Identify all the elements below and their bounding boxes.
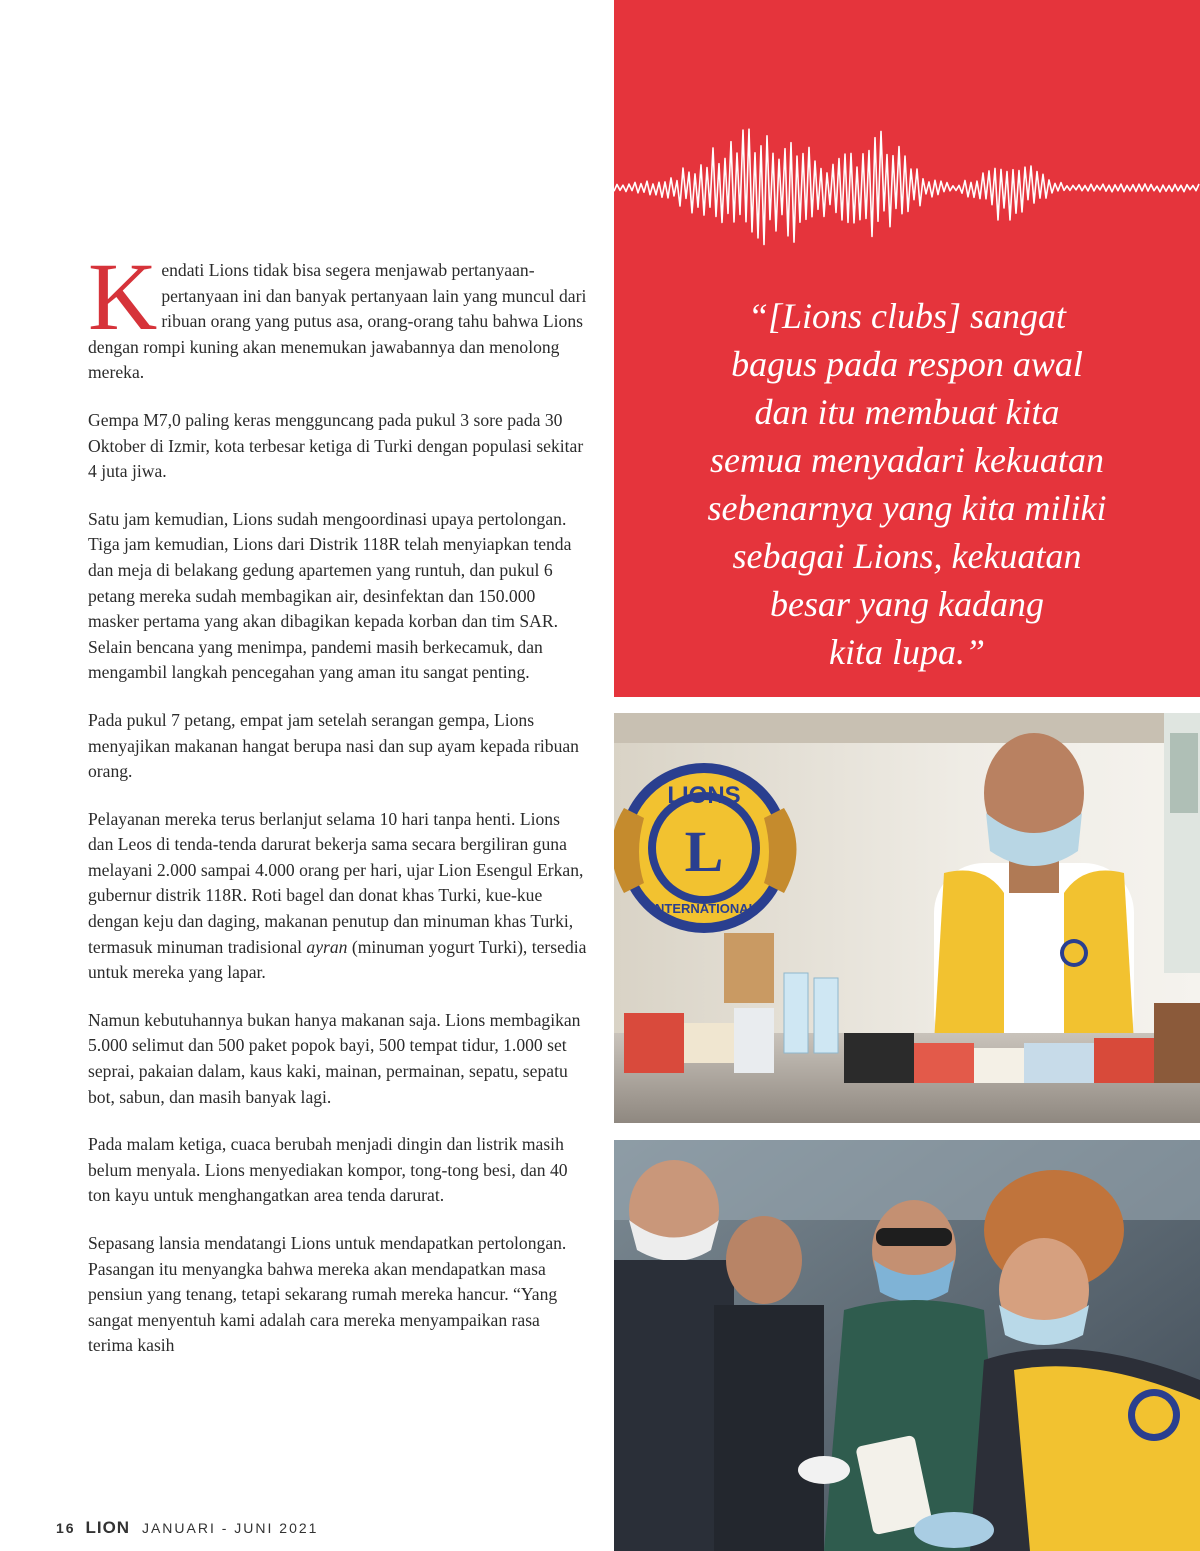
glove xyxy=(914,1512,994,1548)
emblem-letter: L xyxy=(684,819,724,884)
quote-line: semua menyadari kekuatan xyxy=(710,440,1104,480)
article-paragraph: Namun kebutuhannya bukan hanya makanan saja. Lions membagikan 5.000 selimut dan 500 paket popok bayi, 500 tempat tidur, 1.000 set seprai, pakaian dalam, kaus kaki, mainan, permainan, sepatu, sepatu bot, sabun, dan masih banyak lagi. xyxy=(88,1009,581,1107)
emblem-bottom-text: INTERNATIONAL xyxy=(651,901,757,916)
article-body xyxy=(88,243,588,1381)
photo-relief-table xyxy=(614,713,1200,1123)
article-paragraph: Gempa M7,0 paling keras mengguncang pada pukul 3 sore pada 30 Oktober di Izmir, kota terbesar ketiga di Turki dengan populasi sekitar 4 juta jiwa. xyxy=(88,409,584,482)
pull-quote xyxy=(644,292,1170,676)
article-paragraph: Satu jam kemudian, Lions sudah mengoordinasi upaya pertolongan. Tiga jam kemudian, Lions dari Distrik 118R telah menyiapkan tenda dan meja di belakang gedung apartemen yang runtuh, dan pukul 6 petang mereka sudah membagikan air, desinfektan dan 150.000 masker pertama yang akan dibagikan kepada korban dan tim SAR. Selain bencana yang menimpa, pandemi masih berkecamuk, dan mengambil langkah pencegahan yang aman itu sangat penting. xyxy=(88,508,572,683)
quote-line: kita lupa.” xyxy=(828,632,985,672)
quote-line: “[Lions clubs] sangat xyxy=(747,296,1067,336)
quote-line: bagus pada respon awal xyxy=(731,344,1083,384)
issue-date: JANUARI - JUNI 2021 xyxy=(141,1520,319,1536)
article-paragraph: Pelayanan mereka terus berlanjut selama 10 hari tanpa henti. Lions dan Leos di tenda-tenda darurat bekerja sama secara bergiliran guna melayani 2.000 sampai 4.000 orang per hari, ujar Lion Esengul Erkan, gubernur distrik 118R. Roti bagel dan donat khas Turki, kue-kue dengan keju dan daging, makanan penutup dan minuman khas Turki, termasuk minuman tradisional ayran (minuman yogurt Turki), tersedia untuk mereka yang lapar. xyxy=(88,808,587,983)
relief-table-illustration xyxy=(614,713,1200,1123)
page-number: 16 xyxy=(56,1520,76,1536)
quote-line: dan itu membuat kita xyxy=(754,392,1060,432)
page-footer xyxy=(56,1518,318,1538)
quote-line: sebenarnya yang kita miliki xyxy=(707,488,1107,528)
photo-aid-distribution xyxy=(614,1140,1200,1551)
aid-distribution-illustration xyxy=(614,1140,1200,1551)
seismograph-wave-icon xyxy=(614,110,1200,260)
article-paragraph: Sepasang lansia mendatangi Lions untuk mendapatkan pertolongan. Pasangan itu menyangka bahwa mereka akan mendapatkan masa pensiun yang tenang, tetapi sekarang rumah mereka hancur. “Yang sangat menyentuh kami adalah cara mereka menyampaikan rasa terima kasih xyxy=(88,1233,567,1356)
magazine-name: LION xyxy=(85,1518,131,1537)
dropcap: K xyxy=(88,243,158,350)
italic-term: ayran xyxy=(306,936,348,957)
article-paragraph: Pada pukul 7 petang, empat jam setelah serangan gempa, Lions menyajikan makanan hangat berupa nasi dan sup ayam kepada ribuan orang. xyxy=(88,709,579,782)
article-paragraph: Pada malam ketiga, cuaca berubah menjadi dingin dan listrik masih belum menyala. Lions menyediakan kompor, tong-tong besi, dan 40 ton kayu untuk menghangatkan area tenda darurat. xyxy=(88,1134,568,1206)
quote-line: besar yang kadang xyxy=(770,584,1044,624)
pull-quote-box xyxy=(614,0,1200,697)
emblem-top-text: LIONS xyxy=(667,782,741,809)
quote-line: sebagai Lions, kekuatan xyxy=(732,536,1082,576)
article-paragraph: Kendati Lions tidak bisa segera menjawab pertanyaan-pertanyaan ini dan banyak pertanyaan lain yang muncul dari ribuan orang yang putus asa, orang-orang tahu bahwa Lions dengan rompi kuning akan menemukan jawabannya dan menolong mereka. xyxy=(88,243,587,383)
